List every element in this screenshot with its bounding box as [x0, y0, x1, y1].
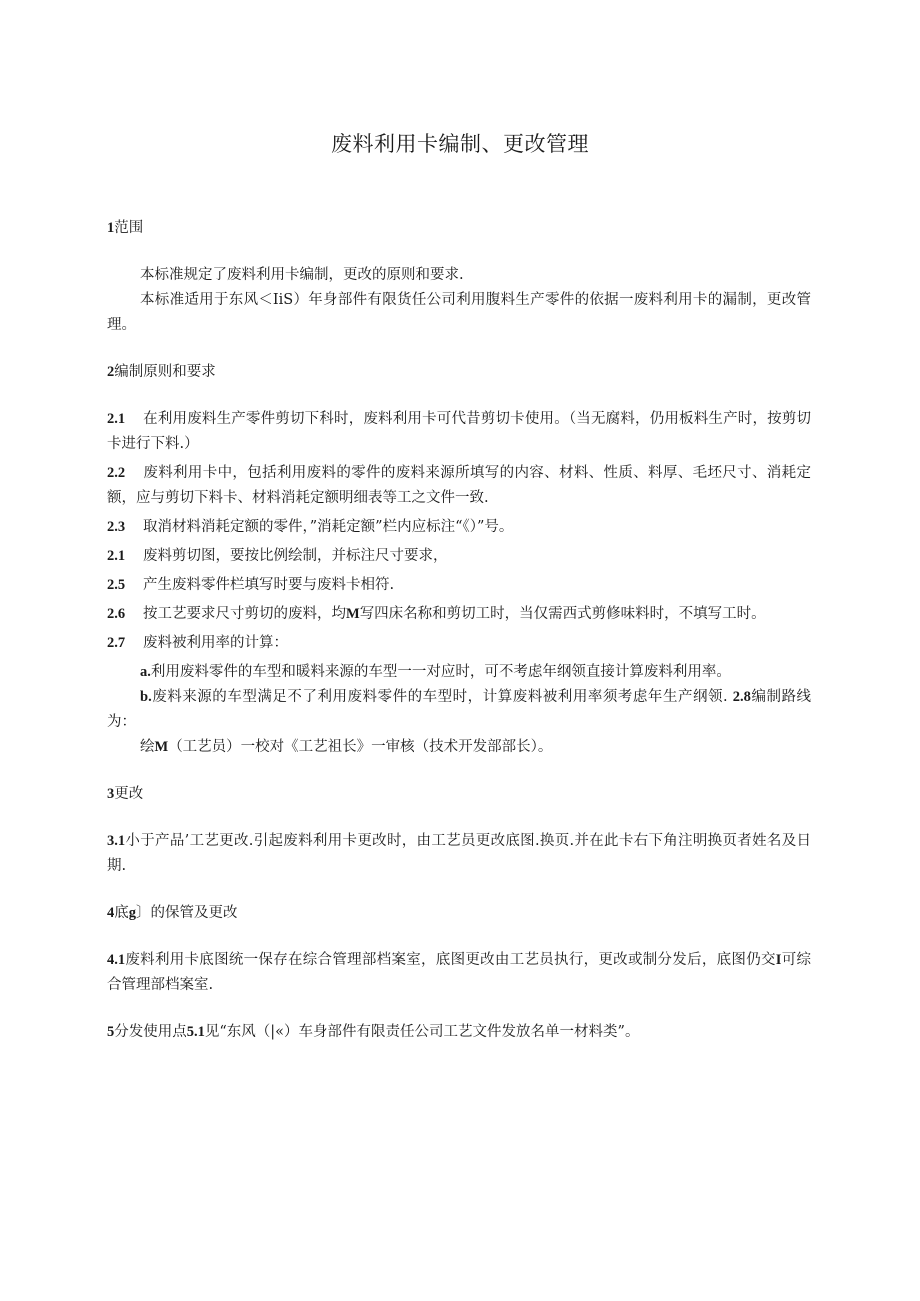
- clause-text-bold: M: [346, 606, 360, 622]
- clause-2-8-number: 2.8: [732, 689, 751, 705]
- section-3-heading: [107, 782, 811, 807]
- clause-number: 2.2: [107, 465, 126, 481]
- clause-5-1-text: 见“东风（|«）车身部件有限责任公司工艺文件发放名单一材料类”。: [204, 1024, 640, 1040]
- item-text-b: 废料来源的车型满足不了利用废料零件的车型时，计算废料被利用率须考虑年生产纲领.: [151, 689, 728, 705]
- approval-route: [107, 735, 811, 760]
- clause-2-7-b: [107, 685, 811, 735]
- section-1-title: 范围: [114, 220, 144, 236]
- clause-number: 4.1: [107, 952, 126, 968]
- clause-2-8-text: 编制路线为：: [107, 689, 812, 730]
- section-4-title-post: 〕的保管及更改: [136, 905, 238, 921]
- route-bold: M: [154, 739, 169, 755]
- section-4-title-pre: 底: [114, 905, 129, 921]
- clause-text-1: 废料利用卡底图统一保存在综合管理部档案室，底图更改由工艺员执行，更改或制分发后，底图仍交: [125, 952, 776, 968]
- clause-4-1: [107, 948, 811, 998]
- clause-text-pre: 按工艺要求尺寸剪切的废料，均: [143, 606, 346, 622]
- clause-2-6: [107, 602, 811, 627]
- section-4-title-bold: g: [128, 905, 136, 921]
- clause-text: 小于产品’工艺更改.引起废料利用卡更改时，由工艺员更改底图.换页.并在此卡右下角注明换页者姓名及日期.: [107, 833, 811, 874]
- item-text-a: 利用废料零件的车型和暖料来源的车型一一对应时，可不考虑年纲领直接计算废料利用率。: [150, 664, 731, 680]
- section-4-heading: [107, 901, 811, 926]
- clause-number: 2.1: [107, 548, 126, 564]
- section-3-number: 3: [107, 786, 115, 802]
- clause-text: 废料剪切图，要按比例绘制，并标注尺寸要求，: [143, 548, 448, 564]
- section-1-number: 1: [107, 220, 115, 236]
- clause-5-1-number: 5.1: [186, 1024, 205, 1040]
- document-title: 废料利用卡编制、更改管理: [331, 132, 589, 156]
- clause-number: 2.7: [107, 635, 126, 651]
- item-label-a: a.: [140, 664, 151, 680]
- section-1-paragraph-2: 本标准适用于东风＜IiS）年身部件有限货任公司利用腹料生产零件的依据一废料利用卡的漏制，更改管理。: [107, 292, 811, 333]
- clause-number: 2.1: [107, 411, 126, 427]
- clause-2-1: [107, 407, 811, 457]
- clause-2-7: [107, 631, 811, 656]
- section-2-title: 编制原则和要求: [114, 364, 216, 380]
- document-body: [107, 216, 811, 1045]
- clause-text-bold: I: [775, 952, 782, 968]
- clause-2-7-a: [107, 660, 811, 685]
- section-4-number: 4: [107, 905, 115, 921]
- clause-text: 废料利用卡中，包括利用废料的零件的废料来源所填写的内容、材料、性质、料厚、毛坯尺寸、消耗定额，应与剪切下料卡、材料消耗定额明细表等工之文件一致.: [107, 465, 811, 506]
- clause-number: 2.5: [107, 577, 126, 593]
- clause-number: 2.6: [107, 606, 126, 622]
- clause-text: 废料被利用率的计算：: [143, 635, 288, 651]
- section-2-heading: [107, 360, 811, 385]
- clause-text-2: 可综合管理部档案室.: [107, 952, 811, 993]
- clause-text: 产生废料零件栏填写时要与废料卡相符.: [143, 577, 395, 593]
- section-5-heading: [107, 1020, 811, 1045]
- clause-3-1: [107, 829, 811, 879]
- section-3-title: 更改: [114, 786, 144, 802]
- clause-text-post: 写四床名称和剪切工时，当仅需西式剪修味料时，不填写工时。: [359, 606, 766, 622]
- section-1-paragraph-1: 本标准规定了废料利用卡编制，更改的原则和要求.: [140, 267, 464, 283]
- clause-2-4: [107, 544, 811, 569]
- section-5-number: 5: [107, 1024, 115, 1040]
- item-label-b: b.: [140, 689, 152, 705]
- section-2-number: 2: [107, 364, 115, 380]
- clause-text: 在利用废料生产零件剪切下科时，废料利用卡可代昔剪切卡使用。（当无腐料，仍用板料生产时，按剪切卡进行下料.）: [107, 411, 811, 452]
- clause-2-3: [107, 515, 811, 540]
- route-text: （工艺员）一校对《工艺祖长》一审核（技术开发部部长）。: [168, 739, 553, 755]
- clause-2-2: [107, 461, 811, 511]
- route-pre: 绘: [140, 739, 155, 755]
- clause-number: 3.1: [107, 833, 126, 849]
- section-1-heading: [107, 216, 811, 241]
- clause-text: 取消材料消耗定额的零件，”消耗定额”栏内应标注“《）”号。: [143, 519, 514, 535]
- section-5-title: 分发使用点: [114, 1024, 187, 1040]
- clause-number: 2.3: [107, 519, 126, 535]
- clause-2-5: [107, 573, 811, 598]
